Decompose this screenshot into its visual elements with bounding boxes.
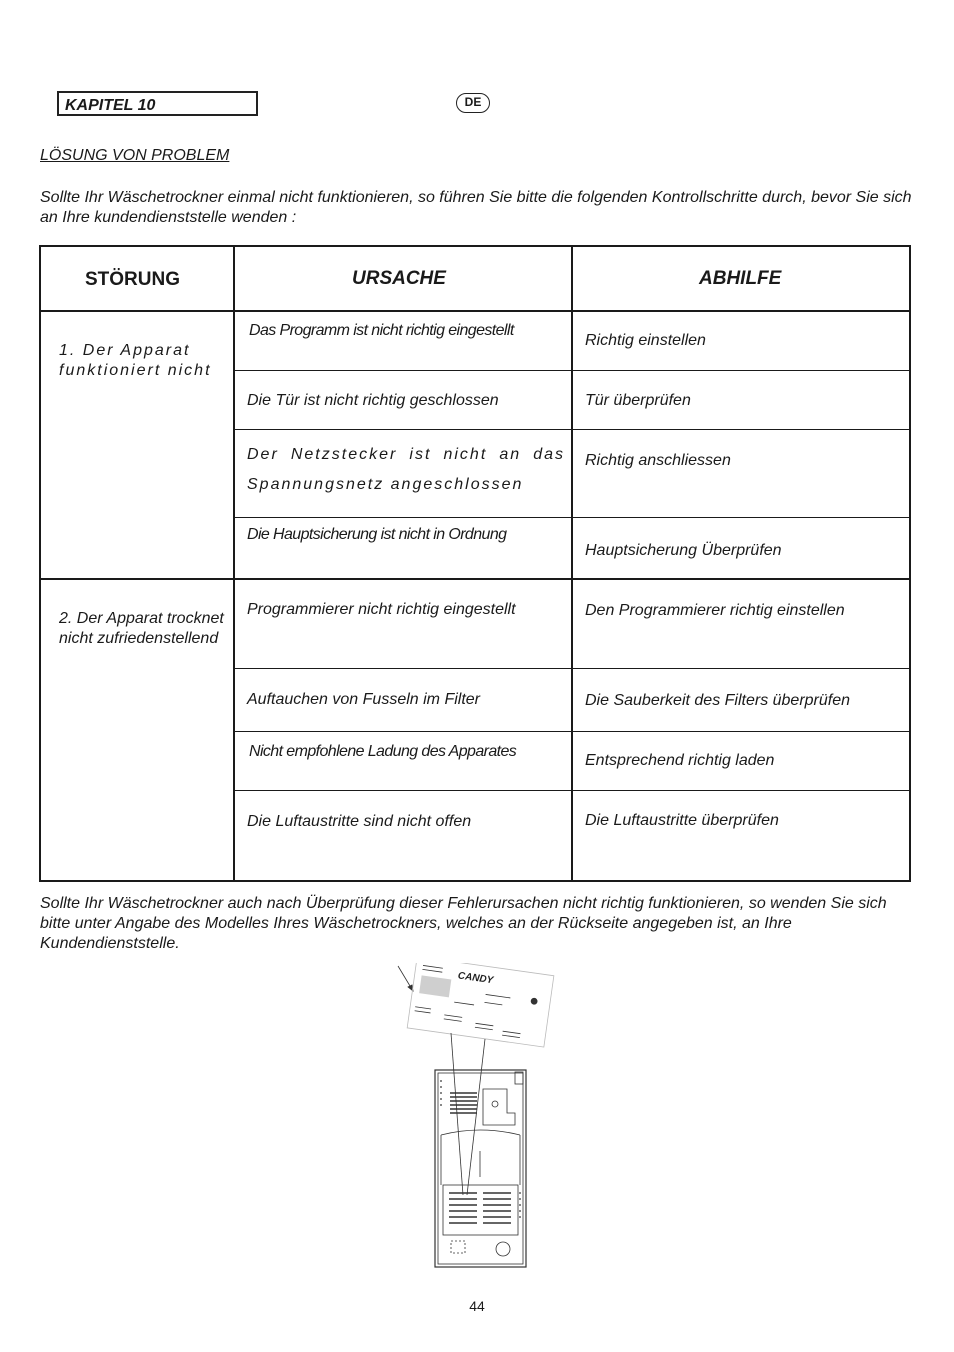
header-problem: STÖRUNG [85,269,180,290]
column-divider [233,247,235,880]
chapter-label: KAPITEL 10 [57,91,258,116]
section-title: LÖSUNG VON PROBLEM [40,147,230,164]
cause-cell: Die Hauptsicherung ist nicht in Ordnung [247,526,507,543]
remedy-cell: Richtig einstellen [585,332,706,349]
cause-cell: Die Tür ist nicht richtig geschlossen [247,392,499,409]
header-remedy: ABHILFE [699,268,782,289]
cause-cell: Auftauchen von Fusseln im Filter [247,691,480,708]
problem-cell: 2. Der Apparat trocknet nicht zufriedenstellend [59,610,224,647]
cause-cell: Der Netzstecker ist nicht an das Spannungsnetz angeschlossen [247,446,565,493]
group-divider [41,578,909,580]
closing-paragraph: Sollte Ihr Wäschetrockner auch nach Überprüfung dieser Fehlerursachen nicht richtig funktionieren, so wenden Sie sich bitte unter Angabe des Modelles Ihres Wäschetrockners, welches an der Rückseite angegeben ist, an Ihre Kundendienststelle. [40,895,887,952]
cause-cell: Das Programm ist nicht richtig eingestellt [249,322,514,339]
language-badge: DE [456,93,490,113]
column-divider [571,247,573,880]
header-divider [41,310,909,312]
problem-cell: 1. Der Apparat funktioniert nicht [59,342,212,379]
remedy-cell: Die Luftaustritte überprüfen [585,812,779,829]
page-number: 44 [469,1298,485,1314]
intro-paragraph: Sollte Ihr Wäschetrockner einmal nicht funktionieren, so führen Sie bitte die folgenden Kontrollschritte durch, bevor Sie sich an Ihre kundendienststelle wenden : [40,189,912,226]
cause-cell: Programmierer nicht richtig eingestellt [247,601,516,618]
remedy-cell: Richtig anschliessen [585,452,731,469]
dryer-rating-plate-illustration [395,963,555,1273]
remedy-cell: Hauptsicherung Überprüfen [585,542,782,559]
cause-cell: Nicht empfohlene Ladung des Apparates [249,743,517,760]
dryer-back-panel [435,1070,526,1267]
remedy-cell: Die Sauberkeit des Filters überprüfen [585,692,851,709]
remedy-cell: Tür überprüfen [585,392,691,409]
rating-plate [407,963,554,1047]
troubleshooting-table [39,245,911,882]
header-cause: URSACHE [352,268,446,289]
brand-logo: CANDY [457,970,494,987]
remedy-cell: Den Programmierer richtig einstellen [585,602,845,619]
remedy-cell: Entsprechend richtig laden [585,752,775,769]
cause-cell: Die Luftaustritte sind nicht offen [247,813,472,830]
